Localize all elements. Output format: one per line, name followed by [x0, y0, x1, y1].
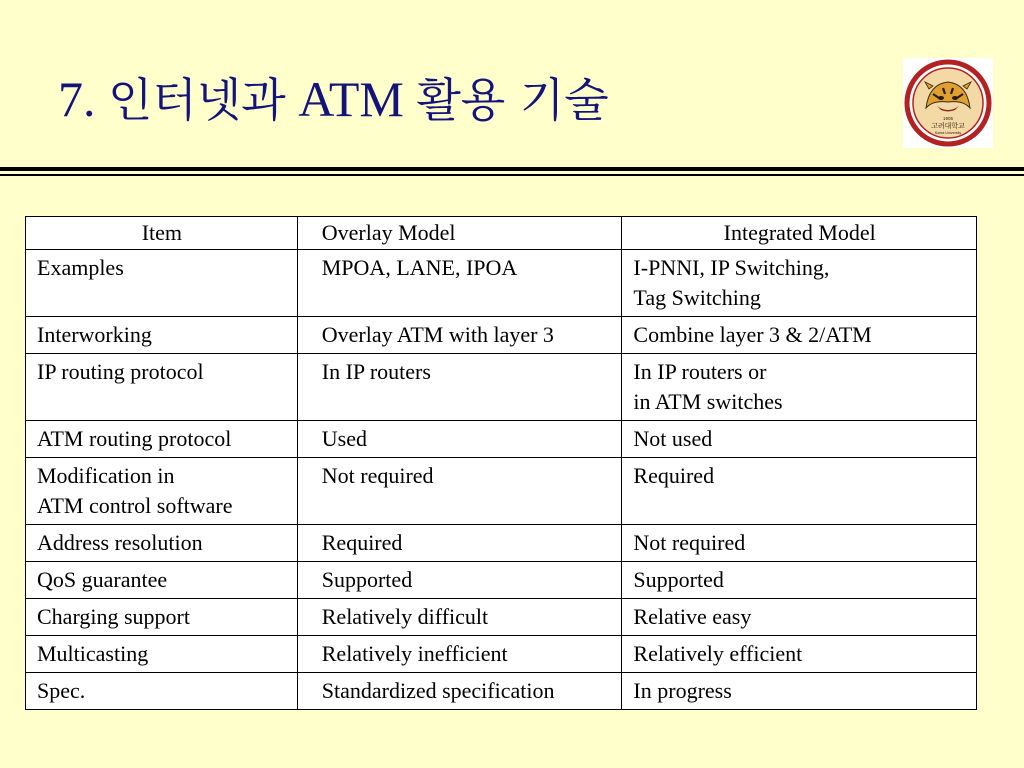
logo-year: 1905 — [942, 116, 954, 121]
cell-item: Examples — [26, 250, 298, 317]
table-row — [26, 317, 977, 354]
table-header-row — [26, 217, 977, 250]
cell-integrated: In progress — [622, 673, 977, 710]
table-row — [26, 250, 977, 317]
tiger-emblem-icon — [903, 58, 993, 148]
table-row — [26, 354, 977, 421]
cell-overlay: Not required — [297, 458, 622, 525]
header-item: Item — [26, 217, 298, 250]
cell-item: ATM routing protocol — [26, 421, 298, 458]
cell-integrated: Supported — [622, 562, 977, 599]
cell-item: IP routing protocol — [26, 354, 298, 421]
title-divider-thick — [0, 167, 1024, 171]
table-row — [26, 525, 977, 562]
cell-integrated: Not used — [622, 421, 977, 458]
cell-overlay: Overlay ATM with layer 3 — [297, 317, 622, 354]
cell-integrated: I-PNNI, IP Switching, Tag Switching — [622, 250, 977, 317]
cell-item: QoS guarantee — [26, 562, 298, 599]
cell-overlay: Supported — [297, 562, 622, 599]
cell-item: Spec. — [26, 673, 298, 710]
university-logo — [903, 58, 993, 148]
comparison-table — [25, 216, 977, 710]
cell-integrated: Relative easy — [622, 599, 977, 636]
cell-item: Charging support — [26, 599, 298, 636]
cell-item: Interworking — [26, 317, 298, 354]
cell-overlay: Standardized specification — [297, 673, 622, 710]
table-row — [26, 599, 977, 636]
cell-integrated: Combine layer 3 & 2/ATM — [622, 317, 977, 354]
logo-korean-name: 고려대학교 — [931, 122, 965, 130]
cell-overlay: In IP routers — [297, 354, 622, 421]
table-row — [26, 421, 977, 458]
header-integrated-model: Integrated Model — [622, 217, 977, 250]
table-row — [26, 562, 977, 599]
cell-overlay: Relatively inefficient — [297, 636, 622, 673]
logo-english-name: Korea University — [934, 131, 962, 135]
title-number: 7. — [58, 71, 96, 127]
cell-item: Address resolution — [26, 525, 298, 562]
cell-overlay: Relatively difficult — [297, 599, 622, 636]
cell-item: Multicasting — [26, 636, 298, 673]
cell-integrated: Relatively efficient — [622, 636, 977, 673]
cell-overlay: MPOA, LANE, IPOA — [297, 250, 622, 317]
title-divider-thin — [0, 174, 1024, 176]
cell-integrated: Not required — [622, 525, 977, 562]
title-korean-part-2: 활용 기술 — [416, 73, 609, 127]
table-row — [26, 458, 977, 525]
cell-overlay: Required — [297, 525, 622, 562]
cell-integrated: Required — [622, 458, 977, 525]
title-korean-part-1: 인터넷과 — [108, 73, 286, 127]
header-overlay-model: Overlay Model — [297, 217, 622, 250]
cell-integrated: In IP routers or in ATM switches — [622, 354, 977, 421]
table-row — [26, 673, 977, 710]
title-latin-part: ATM — [298, 71, 404, 127]
cell-overlay: Used — [297, 421, 622, 458]
cell-item: Modification in ATM control software — [26, 458, 298, 525]
table-row — [26, 636, 977, 673]
slide-title — [58, 71, 609, 127]
